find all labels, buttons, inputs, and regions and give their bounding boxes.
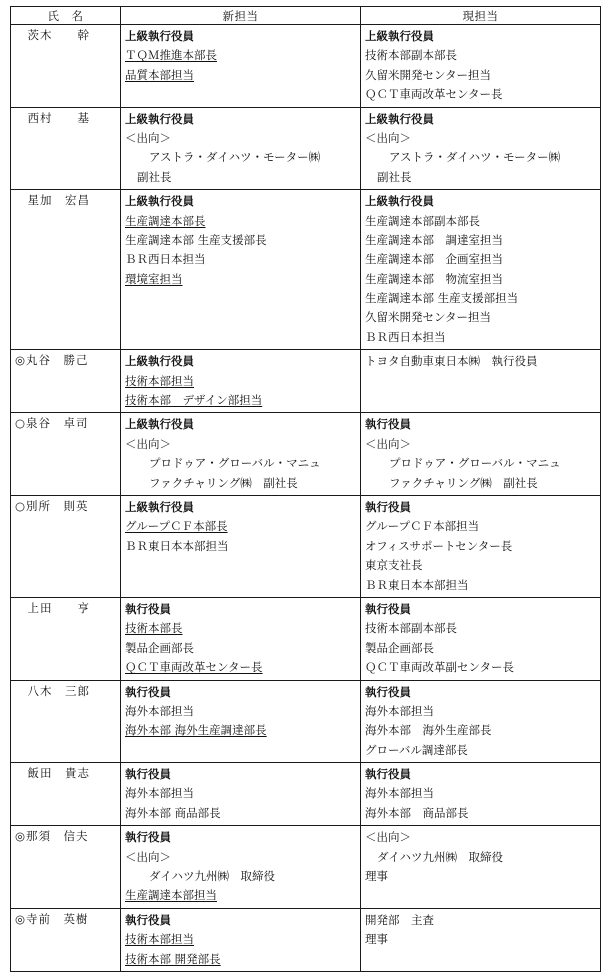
assignment-line — [365, 270, 596, 289]
assignment-text: 海外本部担当 — [365, 786, 434, 801]
assignment-text: 海外本部 商品部長 — [125, 805, 221, 820]
assignment-text: 副社長 — [137, 169, 172, 184]
assignment-line — [125, 911, 356, 930]
assignment-line — [125, 46, 356, 65]
current-assignment-cell — [361, 680, 601, 763]
assignment-line — [125, 168, 356, 187]
person-name: ◎寺前 英樹 — [11, 908, 121, 971]
assignment-line — [125, 129, 356, 148]
header-row — [11, 7, 601, 25]
personnel-table — [10, 6, 601, 972]
assignment-text: 執行役員 — [365, 417, 411, 432]
assignment-text: 上級執行役員 — [125, 194, 194, 209]
assignment-text: 執行役員 — [125, 684, 171, 699]
assignment-line — [125, 867, 356, 886]
roster-body — [11, 25, 601, 972]
table-row — [11, 908, 601, 971]
assignment-text: 生産調達本部担当 — [125, 888, 217, 903]
assignment-text: アストラ・ダイハツ・モーター㈱ — [149, 150, 321, 165]
assignment-text: 品質本部担当 — [125, 67, 194, 82]
assignment-line — [125, 537, 356, 556]
assignment-line — [125, 600, 356, 619]
assignment-line — [125, 66, 356, 85]
assignment-line — [125, 372, 356, 391]
assignment-line — [365, 148, 596, 167]
assignment-line — [125, 784, 356, 803]
assignment-line — [125, 683, 356, 702]
assignment-line — [125, 391, 356, 410]
roster-sheet — [10, 6, 600, 972]
assignment-line — [365, 435, 596, 454]
assignment-line — [125, 950, 356, 969]
person-name: ○泉谷 卓司 — [11, 413, 121, 496]
current-assignment-cell — [361, 190, 601, 350]
assignment-text: 執行役員 — [365, 601, 411, 616]
assignment-line — [365, 658, 596, 677]
assignment-line — [125, 639, 356, 658]
assignment-line — [125, 454, 356, 473]
assignment-line — [365, 721, 596, 740]
assignment-line — [365, 867, 596, 886]
table-row — [11, 190, 601, 350]
assignment-line — [125, 658, 356, 677]
assignment-text: 技術本部 開発部長 — [125, 951, 221, 966]
assignment-line — [365, 231, 596, 250]
assignment-text: ＜出向＞ — [125, 849, 171, 864]
assignment-line — [365, 498, 596, 517]
assignment-line — [365, 308, 596, 327]
current-assignment-cell — [361, 826, 601, 909]
assignment-line — [365, 639, 596, 658]
assignment-line — [365, 129, 596, 148]
assignment-line — [125, 148, 356, 167]
assignment-text: 海外本部担当 — [125, 786, 194, 801]
assignment-text: ＱＣＴ車両改革副センター長 — [365, 660, 515, 675]
assignment-line — [125, 231, 356, 250]
assignment-line — [125, 702, 356, 721]
assignment-line — [125, 415, 356, 434]
new-assignment-cell — [121, 350, 361, 413]
new-assignment-cell — [121, 107, 361, 190]
assignment-text: ＱＣＴ車両改革センター長 — [125, 660, 263, 675]
assignment-text: 海外本部 海外生産部長 — [365, 723, 492, 738]
table-row — [11, 680, 601, 763]
assignment-text: アストラ・ダイハツ・モーター㈱ — [389, 150, 561, 165]
assignment-text: 上級執行役員 — [125, 111, 194, 126]
assignment-text: 執行役員 — [125, 767, 171, 782]
assignment-text: 上級執行役員 — [125, 354, 194, 369]
table-row — [11, 413, 601, 496]
assignment-line — [365, 168, 596, 187]
current-assignment-cell — [361, 597, 601, 680]
assignment-line — [365, 110, 596, 129]
assignment-text: 上級執行役員 — [365, 194, 434, 209]
assignment-text: 製品企画部長 — [365, 640, 434, 655]
new-assignment-cell — [121, 680, 361, 763]
assignment-line — [125, 250, 356, 269]
assignment-line — [365, 250, 596, 269]
assignment-line — [125, 517, 356, 536]
current-assignment-cell — [361, 413, 601, 496]
assignment-line — [125, 930, 356, 949]
assignment-text: トヨタ自動車東日本㈱ 執行役員 — [365, 354, 538, 369]
assignment-line — [365, 289, 596, 308]
assignment-line — [365, 930, 596, 949]
assignment-text: ＢＲ東日本本部担当 — [365, 577, 469, 592]
assignment-line — [365, 212, 596, 231]
assignment-line — [125, 435, 356, 454]
assignment-text: グループＣＦ本部長 — [125, 519, 228, 534]
assignment-text: 上級執行役員 — [365, 29, 434, 43]
new-assignment-cell — [121, 190, 361, 350]
person-name: 茨木 幹 — [11, 25, 121, 108]
assignment-line — [125, 270, 356, 289]
assignment-text: 生産調達本部 物流室担当 — [365, 271, 503, 286]
assignment-line — [365, 556, 596, 575]
assignment-text: 海外本部担当 — [125, 703, 194, 718]
assignment-text: プロドゥア・グローバル・マニュ — [389, 456, 561, 471]
assignment-line — [365, 454, 596, 473]
person-name: ◎那須 信夫 — [11, 826, 121, 909]
assignment-text: ファクチャリング㈱ 副社長 — [149, 475, 298, 490]
table-row — [11, 350, 601, 413]
new-assignment-cell — [121, 908, 361, 971]
assignment-text: ダイハツ九州㈱ 取締役 — [377, 849, 504, 864]
assignment-text: 海外本部担当 — [365, 703, 434, 718]
assignment-line — [365, 352, 596, 371]
assignment-line — [365, 683, 596, 702]
assignment-text: ＜出向＞ — [365, 436, 411, 451]
assignment-line — [365, 911, 596, 930]
assignment-text: グループＣＦ本部担当 — [365, 519, 480, 534]
assignment-text: 生産調達本部 企画室担当 — [365, 252, 503, 267]
assignment-line — [365, 741, 596, 760]
assignment-line — [365, 765, 596, 784]
assignment-line — [365, 784, 596, 803]
new-assignment-cell — [121, 597, 361, 680]
assignment-text: 技術本部担当 — [125, 373, 194, 388]
assignment-text: 生産調達本部 調達室担当 — [365, 232, 503, 247]
new-assignment-cell — [121, 495, 361, 597]
assignment-text: 執行役員 — [365, 499, 411, 514]
assignment-line — [125, 804, 356, 823]
assignment-text: 生産調達本部 生産支援部担当 — [365, 291, 519, 306]
assignment-text: 理事 — [365, 869, 388, 884]
assignment-text: 久留米開発センター担当 — [365, 67, 492, 82]
assignment-text: 海外本部 商品部長 — [365, 805, 469, 820]
assignment-line — [125, 721, 356, 740]
person-name: ◎丸谷 勝己 — [11, 350, 121, 413]
assignment-text: 生産調達本部副本部長 — [365, 213, 480, 228]
assignment-line — [125, 765, 356, 784]
assignment-text: 執行役員 — [365, 767, 411, 782]
assignment-line — [365, 27, 596, 46]
assignment-line — [365, 619, 596, 638]
assignment-text: ＱＣＴ車両改革センター長 — [365, 87, 503, 102]
person-name: 八木 三郎 — [11, 680, 121, 763]
assignment-line — [125, 192, 356, 211]
assignment-text: 執行役員 — [125, 601, 171, 616]
assignment-line — [125, 828, 356, 847]
assignment-line — [125, 848, 356, 867]
assignment-line — [125, 352, 356, 371]
person-name: 飯田 貴志 — [11, 763, 121, 826]
person-name: ○別所 則英 — [11, 495, 121, 597]
header-name: 氏 名 — [11, 7, 121, 25]
assignment-text: 技術本部 デザイン部担当 — [125, 393, 263, 408]
assignment-text: 環境室担当 — [125, 271, 183, 286]
assignment-line — [365, 415, 596, 434]
header-new-assignment: 新担当 — [121, 7, 361, 25]
assignment-text: 東京支社長 — [365, 558, 423, 573]
assignment-text: 生産調達本部長 — [125, 213, 206, 228]
assignment-line — [365, 600, 596, 619]
assignment-line — [365, 576, 596, 595]
new-assignment-cell — [121, 826, 361, 909]
table-row — [11, 763, 601, 826]
assignment-line — [365, 328, 596, 347]
assignment-line — [365, 192, 596, 211]
assignment-line — [365, 66, 596, 85]
assignment-text: ＜出向＞ — [125, 130, 171, 145]
person-name: 西村 基 — [11, 107, 121, 190]
assignment-line — [125, 474, 356, 493]
assignment-text: ＜出向＞ — [365, 130, 411, 145]
table-row — [11, 107, 601, 190]
assignment-text: 技術本部長 — [125, 621, 183, 636]
person-name: 星加 宏昌 — [11, 190, 121, 350]
assignment-text: ＢＲ東日本本部担当 — [125, 538, 229, 553]
table-row — [11, 826, 601, 909]
current-assignment-cell — [361, 25, 601, 108]
current-assignment-cell — [361, 495, 601, 597]
assignment-text: プロドゥア・グローバル・マニュ — [149, 456, 321, 471]
assignment-text: 技術本部副本部長 — [365, 621, 457, 636]
assignment-text: ＴＱＭ推進本部長 — [125, 48, 217, 63]
assignment-text: 理事 — [365, 932, 388, 947]
table-row — [11, 597, 601, 680]
assignment-text: 上級執行役員 — [365, 111, 434, 126]
assignment-text: 製品企画部長 — [125, 640, 194, 655]
assignment-text: グローバル調達部長 — [365, 742, 468, 757]
assignment-line — [125, 27, 356, 46]
assignment-text: 開発部 主査 — [365, 912, 434, 927]
assignment-text: 生産調達本部 生産支援部長 — [125, 232, 267, 247]
assignment-line — [365, 46, 596, 65]
assignment-line — [365, 848, 596, 867]
assignment-line — [125, 498, 356, 517]
person-name: 上田 亨 — [11, 597, 121, 680]
current-assignment-cell — [361, 107, 601, 190]
assignment-text: 副社長 — [377, 169, 412, 184]
assignment-text: 執行役員 — [125, 830, 171, 845]
assignment-line — [125, 110, 356, 129]
assignment-text: 技術本部担当 — [125, 932, 194, 947]
current-assignment-cell — [361, 350, 601, 413]
assignment-line — [125, 886, 356, 905]
assignment-line — [125, 212, 356, 231]
assignment-text: 上級執行役員 — [125, 499, 194, 514]
assignment-line — [365, 828, 596, 847]
assignment-text: ダイハツ九州㈱ 取締役 — [149, 869, 276, 884]
assignment-text: 上級執行役員 — [125, 29, 194, 43]
assignment-line — [365, 804, 596, 823]
assignment-text: オフィスサポートセンター長 — [365, 538, 513, 553]
assignment-line — [365, 474, 596, 493]
assignment-text: ファクチャリング㈱ 副社長 — [389, 475, 538, 490]
new-assignment-cell — [121, 25, 361, 108]
header-current-assignment: 現担当 — [361, 7, 601, 25]
assignment-text: 技術本部副本部長 — [365, 48, 457, 63]
current-assignment-cell — [361, 908, 601, 971]
current-assignment-cell — [361, 763, 601, 826]
assignment-text: 上級執行役員 — [125, 417, 194, 432]
assignment-line — [365, 537, 596, 556]
assignment-line — [365, 85, 596, 104]
assignment-text: 執行役員 — [365, 684, 411, 699]
assignment-line — [125, 619, 356, 638]
new-assignment-cell — [121, 763, 361, 826]
table-row — [11, 495, 601, 597]
assignment-text: ＜出向＞ — [125, 436, 171, 451]
assignment-text: ＢＲ西日本担当 — [125, 252, 206, 267]
table-row — [11, 25, 601, 108]
new-assignment-cell — [121, 413, 361, 496]
assignment-text: 執行役員 — [125, 912, 171, 927]
assignment-text: 久留米開発センター担当 — [365, 310, 492, 325]
assignment-text: 海外本部 海外生産調達部長 — [125, 723, 267, 738]
assignment-text: ＢＲ西日本担当 — [365, 329, 446, 344]
assignment-line — [365, 517, 596, 536]
assignment-line — [365, 702, 596, 721]
assignment-text: ＜出向＞ — [365, 830, 411, 845]
